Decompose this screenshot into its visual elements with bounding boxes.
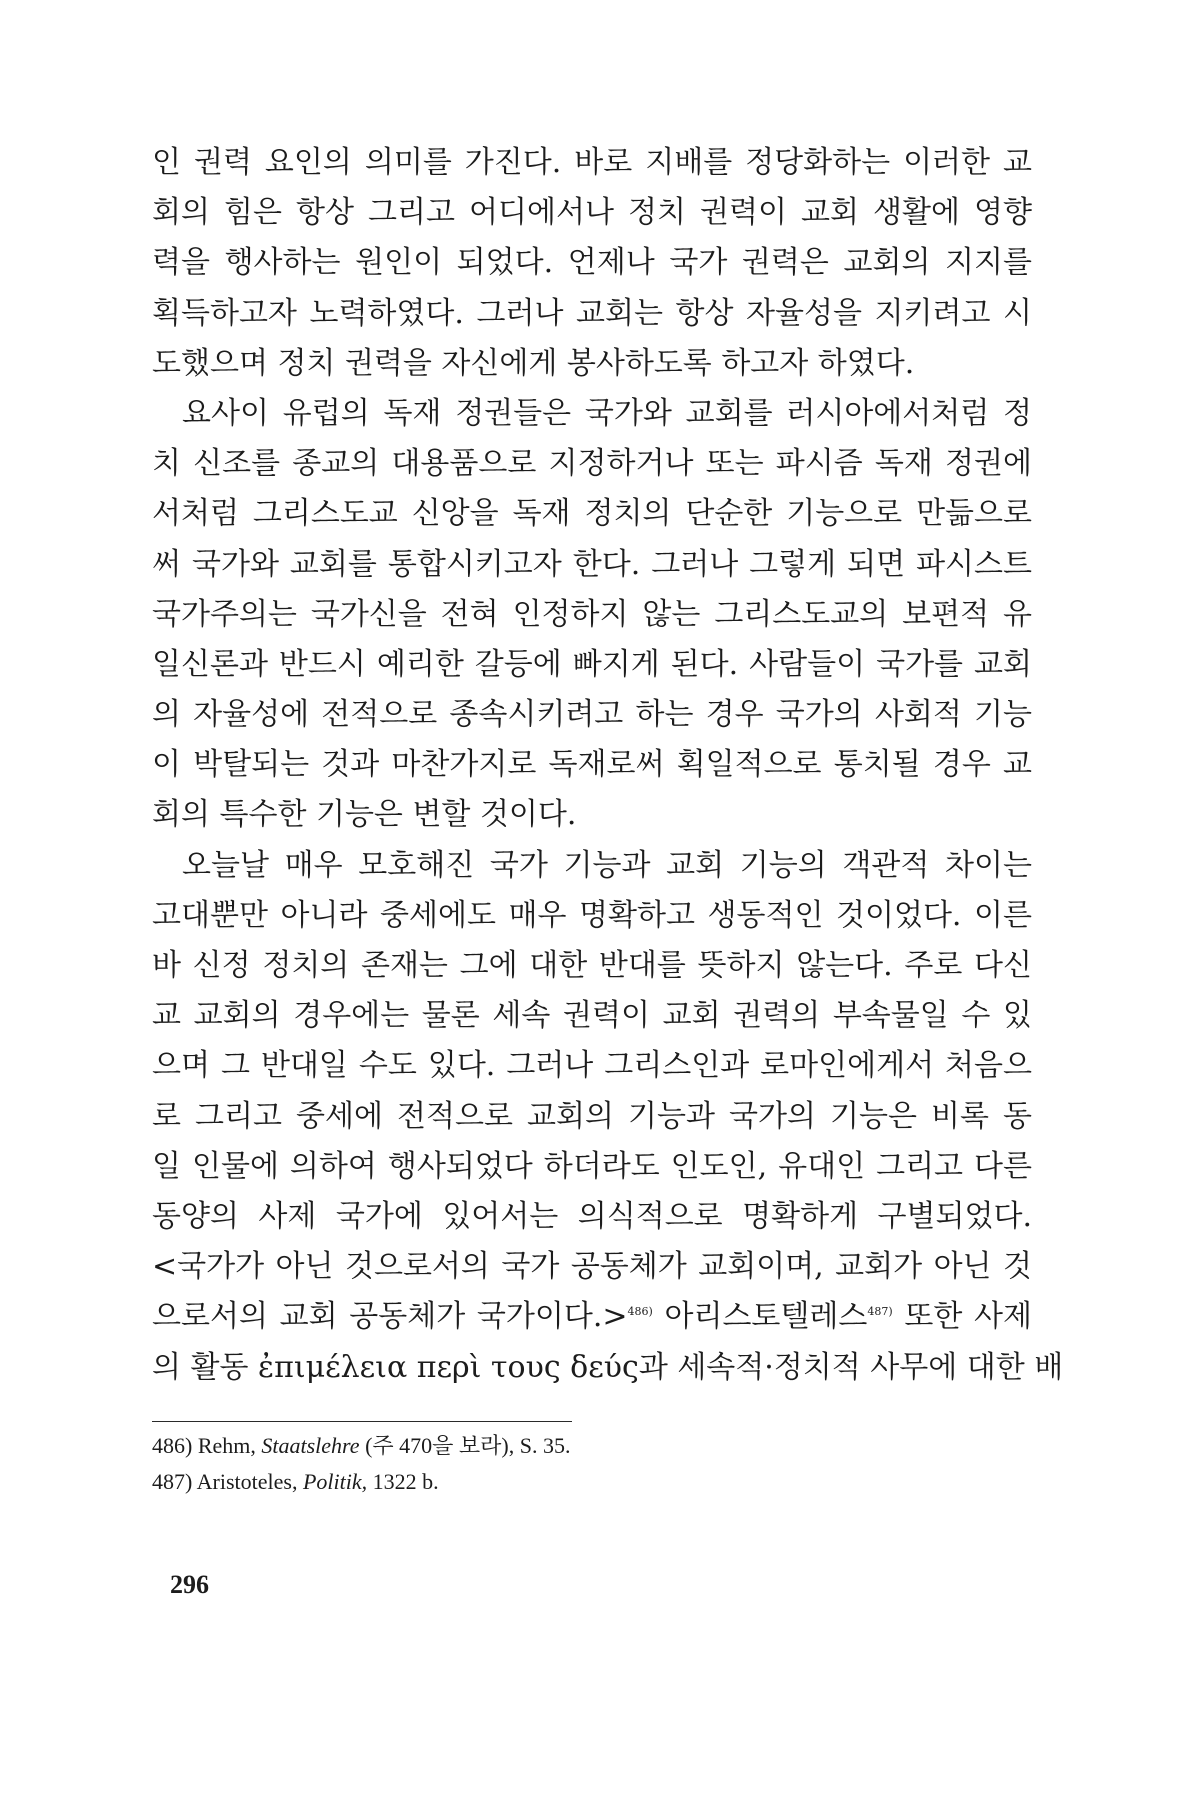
footnote-ref-487[interactable]: 487) [867,1305,893,1319]
text-line: 바 신정 정치의 존재는 그에 대한 반대를 뜻하지 않는다. 주로 다신 [152,948,1032,983]
footnote-number: 487) [152,1469,193,1494]
footnote-rest: 1322 b. [372,1469,439,1494]
text-line: 획득하고자 노력하였다. 그러나 교회는 항상 자율성을 지키려고 시 [152,295,1032,331]
text-line: <국가가 아닌 것으로서의 국가 공동체가 교회이며, 교회가 아닌 것 [152,1249,1032,1285]
text-line: 의 활동 ἐπιμέλεια περὶ τους δεύς과 세속적·정치적 사무에 대한 배 [152,1349,1064,1385]
text-line: 으며 그 반대일 수도 있다. 그러나 그리스인과 로마인에게서 처음으 [152,1048,1032,1084]
text-line: 국가주의는 국가신을 전혀 인정하지 않는 그리스도교의 보편적 유 [152,596,1032,632]
text-line: 오늘날 매우 모호해진 국가 기능과 교회 기능의 객관적 차이는 [182,847,1032,883]
text-line: 인 권력 요인의 의미를 가진다. 바로 지배를 정당화하는 이러한 교 [152,145,1032,180]
text-line: 치 신조를 종교의 대용품으로 지정하거나 또는 파시즘 독재 정권에 [152,446,1032,482]
text-segment: 아리스토텔레스 [652,1299,868,1335]
text-line: 의 자율성에 전적으로 종속시키려고 하는 경우 국가의 사회적 기능 [152,697,1032,733]
footnote-divider [152,1421,572,1422]
text-line: 로 그리고 중세에 전적으로 교회의 기능과 국가의 기능은 비록 동 [152,1098,1032,1134]
text-line: 도했으며 정치 권력을 자신에게 봉사하도록 하고자 하였다. [152,345,915,381]
text-line: 일 인물에 의하여 행사되었다 하더라도 인도인, 유대인 그리고 다른 [152,1148,1032,1184]
text-line: 요사이 유럽의 독재 정권들은 국가와 교회를 러시아에서처럼 정 [182,395,1032,431]
text-line: 서처럼 그리스도교 신앙을 독재 정치의 단순한 기능으로 만듦으로 [152,496,1032,532]
footnote-title: Staatslehre [261,1433,360,1458]
text-segment: 또한 사제 [892,1299,1032,1335]
footnote-ref-486[interactable]: 486) [627,1305,653,1319]
text-line: 교 교회의 경우에는 물론 세속 권력이 교회 권력의 부속물일 수 있 [152,998,1032,1034]
text-line: 력을 행사하는 원인이 되었다. 언제나 국가 권력은 교회의 지지를 [152,245,1032,281]
footnote-number: 486) [152,1433,193,1458]
text-line: 회의 힘은 항상 그리고 어디에서나 정치 권력이 교회 생활에 영향 [152,195,1032,231]
footnote [152,1464,1032,1500]
text-line: 이 박탈되는 것과 마찬가지로 독재로써 획일적으로 통치될 경우 교 [152,747,1032,783]
footnotes [152,1428,1032,1500]
footnote-rest: (주 470을 보라), S. 35. [365,1433,571,1458]
body-text [152,138,1064,1393]
text-line: 동양의 사제 국가에 있어서는 의식적으로 명확하게 구별되었다. [152,1198,1032,1234]
footnote-author: Aristoteles, [196,1469,298,1494]
text-line: 회의 특수한 기능은 변할 것이다. [152,797,577,833]
page-number: 296 [170,1570,209,1599]
footnote [152,1428,1032,1464]
text-line: 고대뿐만 아니라 중세에도 매우 명확하고 생동적인 것이었다. 이른 [152,897,1032,933]
text-line-with-notes [152,1292,1032,1342]
text-segment: 으로서의 교회 공동체가 국가이다.> [152,1299,628,1335]
footnote-author: Rehm, [197,1433,256,1458]
text-line: 일신론과 반드시 예리한 갈등에 빠지게 된다. 사람들이 국가를 교회 [152,646,1032,682]
text-line: 써 국가와 교회를 통합시키고자 한다. 그러나 그렇게 되면 파시스트 [152,546,1032,582]
footnote-title: Politik, [302,1469,368,1494]
